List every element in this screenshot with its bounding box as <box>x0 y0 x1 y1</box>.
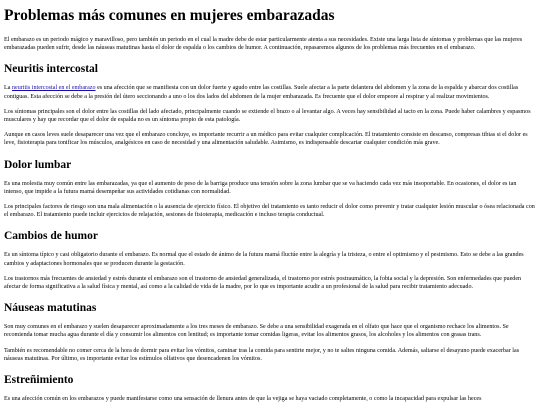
estrenimiento-paragraph-1: Es una afección común en los embarazos y puede manifestarse como una sensación de llenura antes de que la vejiga se haya vaciado completamente, o como la incapacidad para expulsar las heces <box>4 396 482 403</box>
neuritis-p1-suffix: es una afección que se manifiesta con un dolor fuerte y agudo entre las costillas. Suele afectar a la parte delantera del abdomen y la zona de la espalda y abarcar dos costillas contiguas. Esta afección se debe a la presión del útero seccionando a uno o los dos lados del abdomen de la mujer embarazada. Es frecuente que el dolor empeore al respirar y al realizar movimientos. <box>4 85 519 100</box>
section-heading-cambios-humor: Cambios de humor <box>4 230 98 243</box>
neuritis-p1-prefix: La <box>4 85 12 92</box>
section-heading-nauseas: Náuseas matutinas <box>4 302 97 315</box>
page-title: Problemas más comunes en mujeres embarazadas <box>4 7 335 24</box>
section-heading-neuritis: Neuritis intercostal <box>4 63 99 76</box>
cambios-humor-paragraph-2: Los trastornos más frecuentes de ansiedad y estrés durante el embarazo son el trastorno de ansiedad generalizada, el trastorno por estrés postraumático, la fobia social y la depresión. Son enfermedades que pueden afectar de forma significativa a la salud física y mental, así como a la calidad de vida de la madre, por lo que es importante acudir a un profesional de la salud para recibir tratamiento adecuado. <box>4 275 522 291</box>
cambios-humor-paragraph-1: Es un síntoma típico y casi obligatorio durante el embarazo. Es normal que el estado de ánimo de la futura mamá fluctúe entre la alegría y la tristeza, o entre el optimismo y el pesimismo. Esto se debe a las grandes cambios y adaptaciones hormonales que se producen durante la gestación. <box>4 252 524 267</box>
section-heading-dolor-lumbar: Dolor lumbar <box>4 158 72 171</box>
neuritis-paragraph-2: Los síntomas principales son el dolor entre las costillas del lado afectado, principalmente cuando se extiende el brazo o al levantar algo. A veces hay sensibilidad al tacto en la zona. Puede haber calambres y espasmos musculares y hay que recordar que el dolor de espalda no es un síntoma propio de esta patología. <box>4 108 531 124</box>
dolor-lumbar-paragraph-1: Es una molestia muy común entre las embarazadas, ya que el aumento de peso de la barriga produce una tensión sobre la zona lumbar que se va haciendo cada vez más insoportable. En ocasiones, el dolor es tan intenso, que impide a la futura mamá desempeñar sus actividades cotidianas con normalidad. <box>4 180 517 195</box>
intro-paragraph: El embarazo es un periodo mágico y maravilloso, pero también un periodo en el cual la madre debe de estar particularmente atenta a sus necesidades. Existe una larga lista de síntomas y problemas que las mujeres embarazadas pueden sufrir, desde las náuseas matutinas hasta el dolor de espalda o los cambios de humor. A continuación, repasaremos algunos de los problemas más frecuentes en el embarazo. <box>4 37 523 52</box>
nauseas-paragraph-1: Son muy comunes en el embarazo y suelen desaparecer aproximadamente a los tres meses de embarazo. Se debe a una sensibilidad exagerada en el olfato que hace que el organismo rechace los alimentos. Se recomienda tomar mucha agua durante el día y consumir los alimentos con lentitud; es importante tomar comidas ligeras, evitar los alimentos grasos, los alcoholes y los alimentos con grasas trans. <box>4 324 509 339</box>
dolor-lumbar-paragraph-2: Los principales factores de riesgo son una mala alimentación o la ausencia de ejercicio físico. El objetivo del tratamiento es tanto reducir el dolor como prevenir y tratar cualquier lesión muscular o ósea relacionada con el embarazo. El tratamiento puede incluir ejercicios de relajación, sesiones de fisioterapia, medicación e incluso terapia conductual. <box>4 204 535 219</box>
neuritis-paragraph-1 <box>4 84 536 100</box>
neuritis-link[interactable]: neuritis intercostal en el embarazo <box>11 85 96 92</box>
section-heading-estrenimiento: Estreñimiento <box>4 374 74 387</box>
nauseas-paragraph-2: También es recomendable no comer cerca de la hora de dormir para evitar los vómitos, caminar tras la comida para sentirte mejor, y no te saltes ninguna comida. Además, saltarse el desayuno puede exacerbar las náuseas matutinas. Por último, es importante evitar los estímulos olfativos que desencadenen los vómitos. <box>4 347 520 362</box>
neuritis-paragraph-3: Aunque en casos leves suele desaparecer una vez que el embarazo concluye, es importante recurrir a un médico para evitar cualquier complicación. El tratamiento consiste en descanso, compresas tibias si el dolor es leve, fisioterapia para tonificar los músculos, analgésicos en caso de necesidad y una alimentación saludable. Asimismo, es indispensable descartar cualquier condición más grave. <box>4 132 528 147</box>
